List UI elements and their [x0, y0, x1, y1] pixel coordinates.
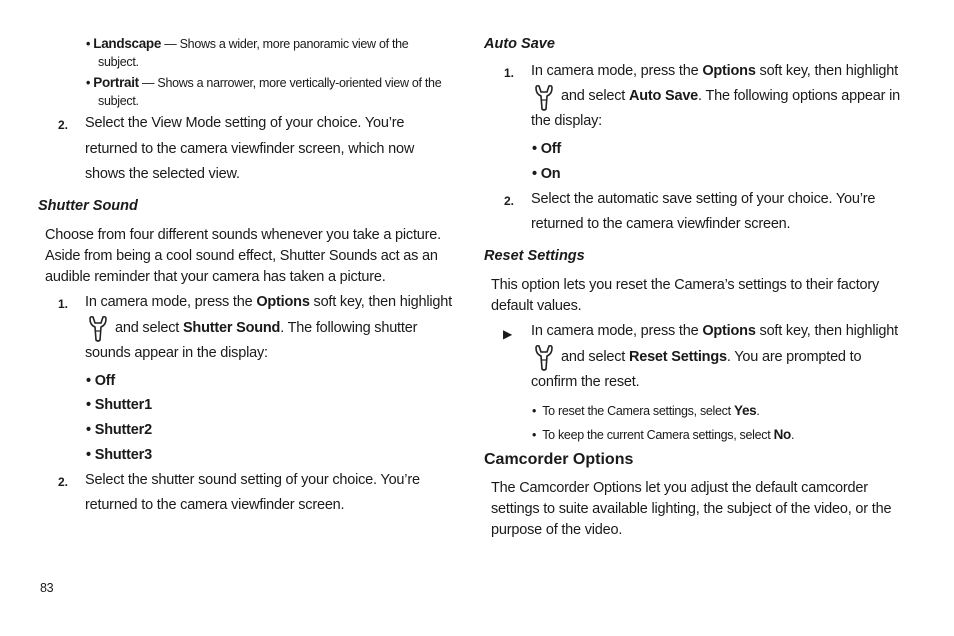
option-bullet: • Off: [86, 373, 116, 389]
bullet-portrait: • Portrait — Shows a narrower, more vertically-oriented view of the: [86, 75, 442, 90]
section-heading-reset-settings: Reset Settings: [484, 248, 585, 264]
step-number: 1.: [58, 297, 69, 311]
step-text: returned to the camera viewfinder screen, which now: [85, 141, 415, 157]
bullet-portrait-cont: subject.: [98, 94, 139, 108]
section-heading-shutter-sound: Shutter Sound: [38, 198, 138, 214]
step-number: 2.: [504, 194, 515, 208]
paragraph-text: Choose from four different sounds whenever you take a picture.: [45, 227, 441, 243]
settings-wrench-icon: [533, 343, 555, 373]
paragraph-text: default values.: [491, 298, 582, 314]
step-text: Select the shutter sound setting of your choice. You’re: [85, 472, 420, 488]
option-bullet: • Shutter3: [86, 447, 152, 463]
page-number: 83: [40, 581, 54, 595]
step-text: returned to the camera viewfinder screen.: [531, 216, 791, 232]
option-bullet: • Off: [532, 141, 562, 157]
paragraph-text: This option lets you reset the Camera’s settings to their factory: [491, 277, 880, 293]
paragraph-text: settings to suite available lighting, the subject of the video, or the: [491, 501, 892, 517]
step-text: and select Shutter Sound. The following shutter: [115, 320, 418, 336]
step-text: Select the automatic save setting of your choice. You’re: [531, 191, 876, 207]
step-text: In camera mode, press the Options soft key, then highlight: [531, 63, 898, 79]
step-text: the display:: [531, 113, 602, 129]
step-text: and select Reset Settings. You are prompted to: [561, 349, 862, 365]
step-number: 2.: [58, 475, 69, 489]
step-text: sounds appear in the display:: [85, 345, 268, 361]
step-text: confirm the reset.: [531, 374, 640, 390]
step-text: shows the selected view.: [85, 166, 240, 182]
step-text: Select the View Mode setting of your choice. You’re: [85, 115, 405, 131]
paragraph-text: The Camcorder Options let you adjust the default camcorder: [491, 480, 868, 496]
triangle-bullet-icon: ▶: [503, 327, 513, 341]
section-heading-camcorder-options: Camcorder Options: [484, 451, 634, 468]
sub-bullet: • To keep the current Camera settings, select No.: [532, 427, 795, 442]
settings-wrench-icon: [533, 83, 555, 113]
bullet-landscape-cont: subject.: [98, 55, 139, 69]
option-bullet: • On: [532, 166, 561, 182]
step-text: In camera mode, press the Options soft key, then highlight: [85, 294, 452, 310]
section-heading-auto-save: Auto Save: [484, 36, 555, 52]
paragraph-text: purpose of the video.: [491, 522, 623, 538]
step-text: and select Auto Save. The following options appear in: [561, 88, 900, 104]
option-bullet: • Shutter1: [86, 397, 152, 413]
step-number: 2.: [58, 118, 69, 132]
bullet-landscape: • Landscape — Shows a wider, more panoramic view of the: [86, 36, 409, 51]
sub-bullet: • To reset the Camera settings, select Yes.: [532, 403, 760, 418]
paragraph-text: audible reminder that your camera has taken a picture.: [45, 269, 386, 285]
step-text: In camera mode, press the Options soft key, then highlight: [531, 323, 898, 339]
option-bullet: • Shutter2: [86, 422, 152, 438]
step-text: returned to the camera viewfinder screen.: [85, 497, 345, 513]
step-number: 1.: [504, 66, 515, 80]
settings-wrench-icon: [87, 314, 109, 344]
paragraph-text: Aside from being a cool sound effect, Shutter Sounds act as an: [45, 248, 438, 264]
